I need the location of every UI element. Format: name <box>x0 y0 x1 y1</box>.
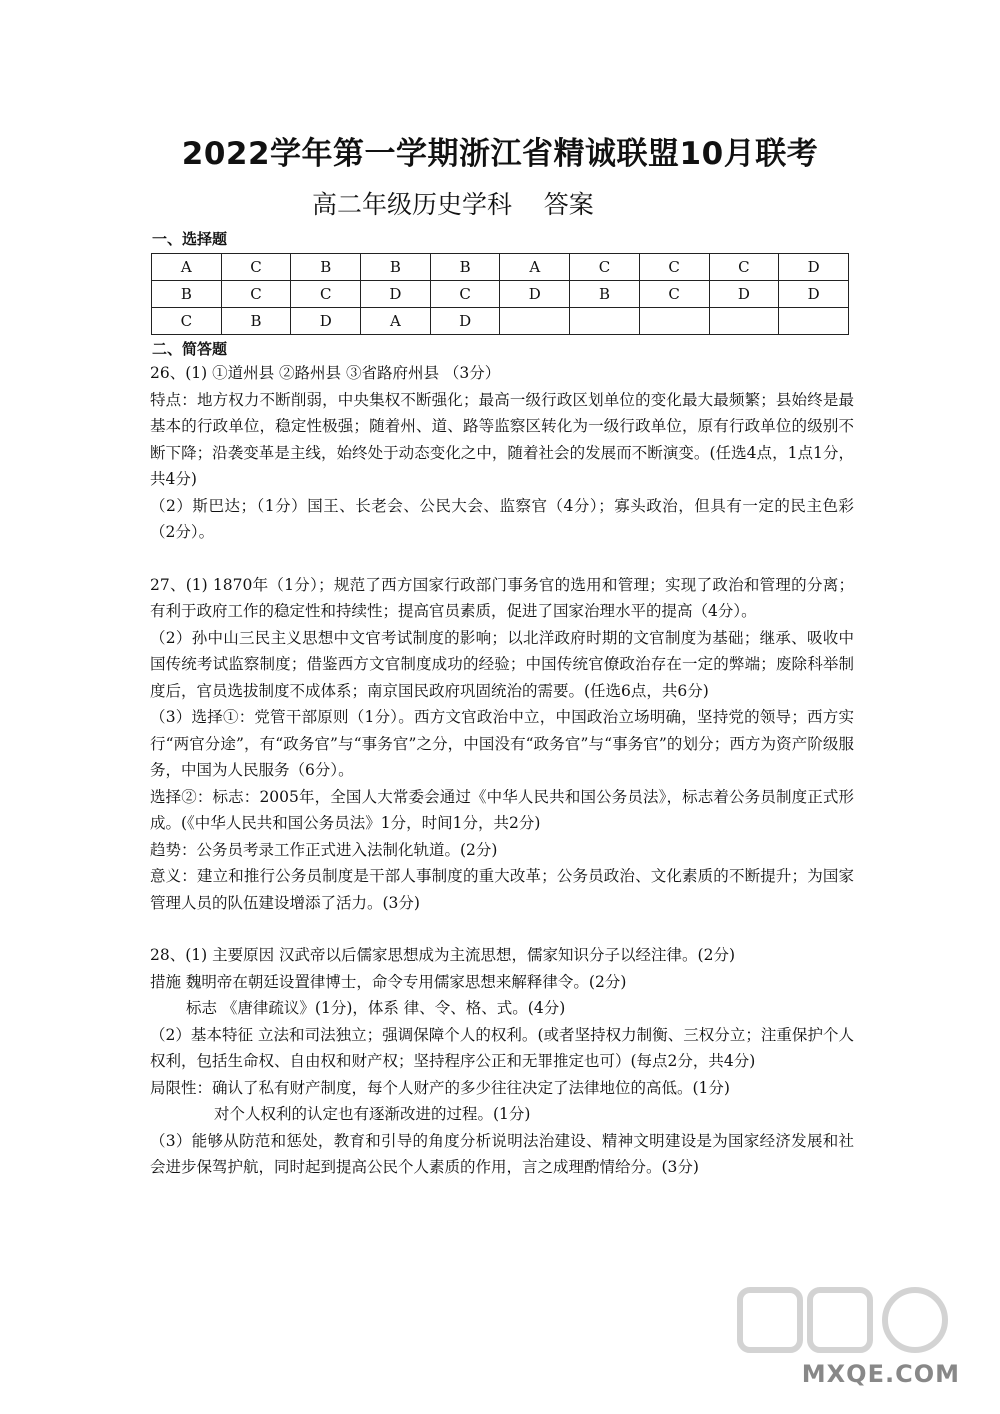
page-title: 2022学年第一学期浙江省精诚联盟10月联考 <box>181 136 819 172</box>
table-cell: B <box>152 281 222 308</box>
watermark-text: MXQE.COM <box>801 1360 960 1388</box>
answer-table <box>151 253 849 335</box>
table-row <box>152 281 849 308</box>
table-cell: C <box>639 254 709 281</box>
q26-part2: （2）斯巴达；（1分）国王、长老会、公民大会、监察官（4分）；寡头政治，但具有一定的民主色彩（2分）。 <box>150 496 854 541</box>
table-cell: D <box>709 281 779 308</box>
q28-limitation-2: 对个人权利的认定也有逐渐改进的过程。(1分) <box>214 1105 531 1123</box>
q27-part1: 27、(1) 1870年（1分）；规范了西方国家行政部门事务官的选用和管理；实现了政治和管理的分离；有利于政府工作的稳定性和持续性；提高官员素质，促进了国家治理水平的提高（4分）。 <box>150 575 854 620</box>
table-cell: B <box>430 254 500 281</box>
table-cell: D <box>779 254 849 281</box>
table-cell: C <box>639 281 709 308</box>
table-row <box>152 254 849 281</box>
table-cell <box>500 308 570 335</box>
table-cell: B <box>570 281 640 308</box>
section-heading-short-answer: 二、简答题 <box>152 340 228 358</box>
table-cell <box>570 308 640 335</box>
table-cell: B <box>291 254 361 281</box>
table-cell: B <box>361 254 431 281</box>
table-cell: D <box>291 308 361 335</box>
table-cell: C <box>291 281 361 308</box>
table-cell: A <box>152 254 222 281</box>
q27-part3: （3）选择①：党管干部原则（1分）。西方文官政治中立，中国政治立场明确，坚持党的领导；西方实行“两官分途”，有“政务官”与“事务官”之分，中国没有“政务官”与“事务官”的划分；西方为资产阶级服务，中国为人民服务（6分）。 <box>150 708 854 779</box>
q28-sign: 标志 《唐律疏议》(1分)，体系 律、令、格、式。(4分) <box>186 999 566 1017</box>
q26-features: 特点：地方权力不断削弱，中央集权不断强化；最高一级行政区划单位的变化最大最频繁；县始终是最基本的行政单位，稳定性极强；随着州、道、路等监察区转化为一级行政单位，原有行政单位的级别不断下降；沿袭变革是主线，始终处于动态变化之中，随着社会的发展而不断演变。(任选4点，1点1分，共4分) <box>150 390 854 488</box>
q27-trend: 趋势：公务员考录工作正式进入法制化轨道。(2分) <box>150 840 498 859</box>
table-cell: C <box>221 281 291 308</box>
answer-content <box>150 360 854 1181</box>
table-row <box>152 308 849 335</box>
table-cell <box>779 308 849 335</box>
table-cell: A <box>500 254 570 281</box>
table-cell: D <box>361 281 431 308</box>
table-cell <box>639 308 709 335</box>
table-cell: C <box>221 254 291 281</box>
table-cell: B <box>221 308 291 335</box>
table-cell: C <box>709 254 779 281</box>
q27-significance: 意义：建立和推行公务员制度是干部人事制度的重大改革；公务员政治、文化素质的不断提升；为国家管理人员的队伍建设增添了活力。(3分) <box>150 867 854 912</box>
table-cell: C <box>430 281 500 308</box>
q28-part3: （3）能够从防范和惩处，教育和引导的角度分析说明法治建设、精神文明建设是为国家经济发展和社会进步保驾护航，同时起到提高公民个人素质的作用，言之成理酌情给分。(3分) <box>150 1131 854 1176</box>
table-cell: C <box>152 308 222 335</box>
table-cell: D <box>430 308 500 335</box>
q28-part2: （2）基本特征 立法和司法独立；强调保障个人的权利。(或者坚持权力制衡、三权分立；注重保护个人权利，包括生命权、自由权和财产权；坚持程序公正和无罪推定也可）(每点2分，共4分) <box>150 1025 854 1070</box>
q28-limitation: 局限性：确认了私有财产制度，每个人财产的多少往往决定了法律地位的高低。(1分) <box>150 1078 730 1097</box>
section-heading-choice: 一、选择题 <box>152 230 228 248</box>
table-cell: A <box>361 308 431 335</box>
q27-part2: （2）孙中山三民主义思想中文官考试制度的影响；以北洋政府时期的文官制度为基础；继承、吸收中国传统考试监察制度；借鉴西方文官制度成功的经验；中国传统官僚政治存在一定的弊端；废除科举制度后，官员选拔制度不成体系；南京国民政府巩固统治的需要。(任选6点，共6分) <box>150 628 854 700</box>
page-subtitle: 高二年级历史学科 答案 <box>312 190 594 219</box>
q28-measure: 措施 魏明帝在朝廷设置律博士，命令专用儒家思想来解释律令。(2分) <box>150 972 627 991</box>
table-cell: C <box>570 254 640 281</box>
q27-option2: 选择②：标志：2005年，全国人大常委会通过《中华人民共和国公务员法》，标志着公务员制度正式形成。(《中华人民共和国公务员法》1分，时间1分，共2分) <box>150 787 854 832</box>
table-cell: D <box>500 281 570 308</box>
table-cell <box>709 308 779 335</box>
q28-reason: 28、(1) 主要原因 汉武帝以后儒家思想成为主流思想，儒家知识分子以经注律。(2分) <box>150 946 735 964</box>
table-cell: D <box>779 281 849 308</box>
q26-part1: 26、(1) ①道州县 ②路州县 ③省路府州县 （3分） <box>150 364 501 382</box>
